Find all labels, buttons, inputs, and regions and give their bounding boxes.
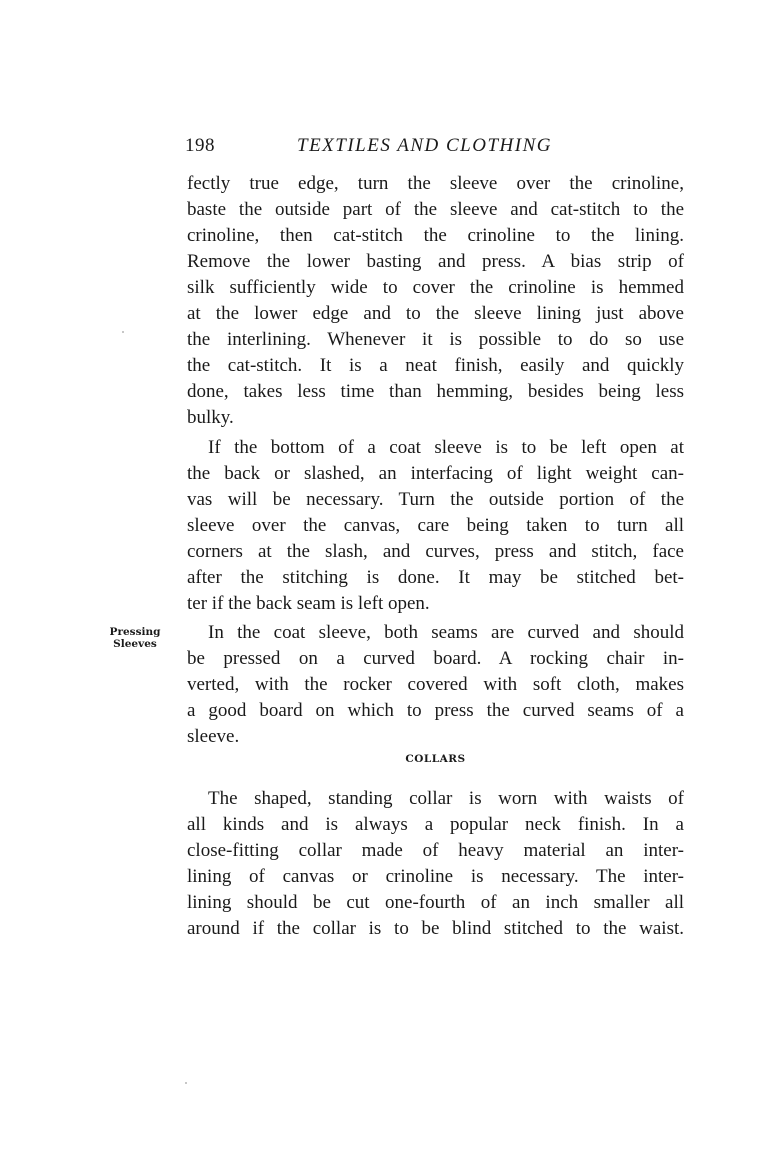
page-number: 198 xyxy=(185,135,215,156)
text-line: the cat-stitch. It is a neat finish, easily and quickly xyxy=(187,355,684,376)
text-line: a good board on which to press the curved seams of a xyxy=(187,700,684,721)
margin-note-line: Sleeves xyxy=(113,638,157,650)
margin-note-line: Pressing xyxy=(109,626,161,638)
text-line: sleeve. xyxy=(187,726,240,747)
text-line: corners at the slash, and curves, press and stitch, face xyxy=(187,541,684,562)
text-line: close-fitting collar made of heavy material an inter- xyxy=(187,840,684,861)
text-line: lining should be cut one-fourth of an inch smaller all xyxy=(187,892,684,913)
text-line: lining of canvas or crinoline is necessary. The inter- xyxy=(187,866,684,887)
text-line: the interlining. Whenever it is possible to do so use xyxy=(187,329,684,350)
text-line: crinoline, then cat-stitch the crinoline to the lining. xyxy=(187,225,684,246)
text-line: If the bottom of a coat sleeve is to be left open at xyxy=(208,437,684,458)
text-line: sleeve over the canvas, care being taken to turn all xyxy=(187,515,684,536)
text-line: after the stitching is done. It may be stitched bet- xyxy=(187,567,684,588)
margin-note xyxy=(101,626,169,650)
page-header xyxy=(185,135,685,165)
text-line: fectly true edge, turn the sleeve over the crinoline, xyxy=(187,173,684,194)
text-line: baste the outside part of the sleeve and cat-stitch to the xyxy=(187,199,684,220)
text-line: around if the collar is to be blind stitched to the waist. xyxy=(187,918,684,939)
text-line: at the lower edge and to the sleeve lining just above xyxy=(187,303,684,324)
text-line: all kinds and is always a popular neck finish. In a xyxy=(187,814,684,835)
text-line: silk sufficiently wide to cover the crinoline is hemmed xyxy=(187,277,684,298)
running-head: TEXTILES AND CLOTHING xyxy=(297,135,552,156)
text-line: bulky. xyxy=(187,407,234,428)
text-line: vas will be necessary. Turn the outside portion of the xyxy=(187,489,684,510)
text-line: In the coat sleeve, both seams are curved and should xyxy=(208,622,684,643)
text-line: done, takes less time than hemming, besides being less xyxy=(187,381,684,402)
scan-speck xyxy=(185,1082,187,1084)
text-line: Remove the lower basting and press. A bias strip of xyxy=(187,251,684,272)
text-line: be pressed on a curved board. A rocking chair in- xyxy=(187,648,684,669)
section-heading: COLLARS xyxy=(405,753,466,765)
text-line: the back or slashed, an interfacing of light weight can- xyxy=(187,463,684,484)
text-line: ter if the back seam is left open. xyxy=(187,593,430,614)
text-line: verted, with the rocker covered with soft cloth, makes xyxy=(187,674,684,695)
scan-speck xyxy=(122,331,124,333)
text-line: The shaped, standing collar is worn with waists of xyxy=(208,788,684,809)
